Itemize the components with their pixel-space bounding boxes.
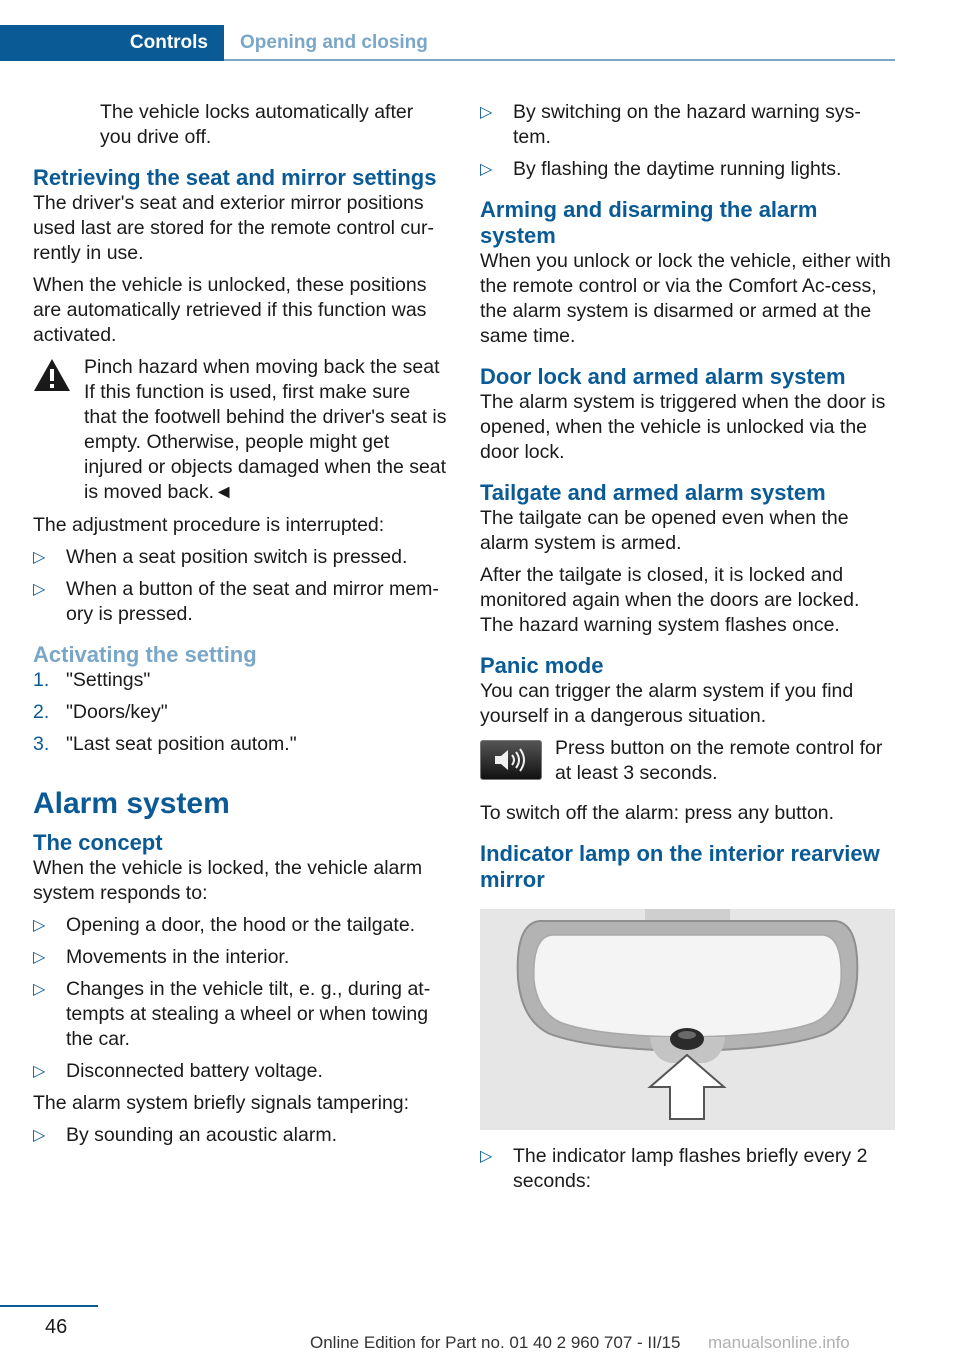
list-item: ▷ Movements in the interior.	[33, 946, 290, 968]
list-item: ▷ When a seat position switch is pressed.	[33, 546, 408, 568]
header-rule	[224, 59, 895, 61]
page-number: 46	[45, 1316, 68, 1338]
signals-list-left	[33, 1123, 448, 1148]
list-item: ▷ By sounding an acoustic alarm.	[33, 1124, 337, 1146]
list-item: ▷ Disconnected battery voltage.	[33, 1060, 323, 1082]
indicator-list	[480, 1144, 895, 1194]
triangle-right-icon: ▷	[480, 161, 493, 178]
triangle-right-icon: ▷	[33, 1063, 46, 1080]
triangle-right-icon: ▷	[33, 949, 46, 966]
triangle-right-icon: ▷	[480, 1148, 493, 1165]
paragraph-retrieve-1: The driver's seat and exterior mirror positions used last are stored for the remote control cur-rently in use.	[33, 192, 435, 264]
heading-retrieving-settings: Retrieving the seat and mirror settings	[33, 165, 437, 190]
intro-text: The vehicle locks automatically after you drive off.	[100, 101, 414, 148]
list-item: ▷ The indicator lamp flashes briefly every 2 seconds:	[480, 1145, 868, 1192]
right-column	[480, 100, 895, 1201]
footer-rule	[0, 1305, 98, 1307]
paragraph-tailgate-1: The tailgate can be opened even when the alarm system is armed.	[480, 507, 849, 554]
rearview-mirror-image	[480, 909, 895, 1130]
warning-triangle-icon	[33, 357, 71, 393]
paragraph-signals: The alarm system briefly signals tampering:	[33, 1092, 410, 1114]
paragraph-retrieve-2: When the vehicle is unlocked, these positions are automatically retrieved if this function was activated.	[33, 274, 427, 346]
heading-indicator-lamp: Indicator lamp on the interior rearview mirror	[480, 841, 880, 892]
header-section-tab: Controls	[0, 25, 224, 61]
heading-concept: The concept	[33, 830, 163, 855]
warning-title: Pinch hazard when moving back the seat	[84, 356, 440, 378]
triangle-right-icon: ▷	[33, 1127, 46, 1144]
panic-button-image	[480, 740, 542, 780]
heading-tailgate: Tailgate and armed alarm system	[480, 480, 826, 505]
paragraph-switch-off: To switch off the alarm: press any button.	[480, 802, 835, 824]
list-item: ▷ By flashing the daytime running lights.	[480, 158, 842, 180]
left-column	[33, 100, 448, 1155]
triangle-right-icon: ▷	[33, 917, 46, 934]
steps-list	[33, 668, 448, 757]
paragraph-concept: When the vehicle is locked, the vehicle alarm system responds to:	[33, 857, 423, 904]
heading-activating-setting: Activating the setting	[33, 642, 257, 667]
heading-door-lock: Door lock and armed alarm system	[480, 364, 846, 389]
paragraph-interrupt: The adjustment procedure is interrupted:	[33, 514, 385, 536]
watermark: manualsonline.info	[708, 1333, 850, 1352]
list-item: 2. "Doors/key"	[33, 701, 168, 723]
panic-block	[480, 736, 895, 786]
concept-list	[33, 913, 448, 1084]
paragraph-panic: You can trigger the alarm system if you find yourself in a dangerous situation.	[480, 680, 854, 727]
heading-arming: Arming and disarming the alarm system	[480, 197, 818, 248]
warning-body: If this function is used, first make sure that the footwell behind the driver's seat is empty. Otherwise, people might get injured or objects damaged when the seat is moved back.◄	[84, 381, 447, 503]
speaker-icon	[489, 747, 533, 773]
triangle-right-icon: ▷	[33, 549, 46, 566]
list-item: ▷ Opening a door, the hood or the tailgate.	[33, 914, 416, 936]
list-item: 1. "Settings"	[33, 669, 151, 691]
triangle-right-icon: ▷	[480, 104, 493, 121]
header-subsection-tab: Opening and closing	[240, 32, 428, 53]
page-header	[0, 25, 895, 61]
interrupt-list	[33, 545, 448, 627]
warning-block	[33, 355, 448, 505]
triangle-right-icon: ▷	[33, 981, 46, 998]
edition-text: Online Edition for Part no. 01 40 2 960 707 - II/15	[310, 1333, 681, 1352]
signals-list-right	[480, 100, 895, 182]
list-item: ▷ Changes in the vehicle tilt, e. g., during at-tempts at stealing a wheel or when towing the car.	[33, 978, 431, 1050]
heading-panic-mode: Panic mode	[480, 653, 604, 678]
paragraph-arming: When you unlock or lock the vehicle, either with the remote control or via the Comfort Ac-cess, the alarm system is disarmed or armed at the same time.	[480, 250, 891, 347]
triangle-right-icon: ▷	[33, 581, 46, 598]
list-item: 3. "Last seat position autom."	[33, 733, 297, 755]
paragraph-tailgate-2: After the tailgate is closed, it is locked and monitored again when the doors are locked. The hazard warning system flashes once.	[480, 564, 860, 636]
paragraph-panic-button: Press button on the remote control for at least 3 seconds.	[555, 737, 883, 784]
heading-alarm-system: Alarm system	[33, 787, 230, 820]
paragraph-door-lock: The alarm system is triggered when the door is opened, when the vehicle is unlocked via the door lock.	[480, 391, 886, 463]
list-item: ▷ By switching on the hazard warning sys-tem.	[480, 101, 861, 148]
list-item: ▷ When a button of the seat and mirror mem-ory is pressed.	[33, 578, 439, 625]
